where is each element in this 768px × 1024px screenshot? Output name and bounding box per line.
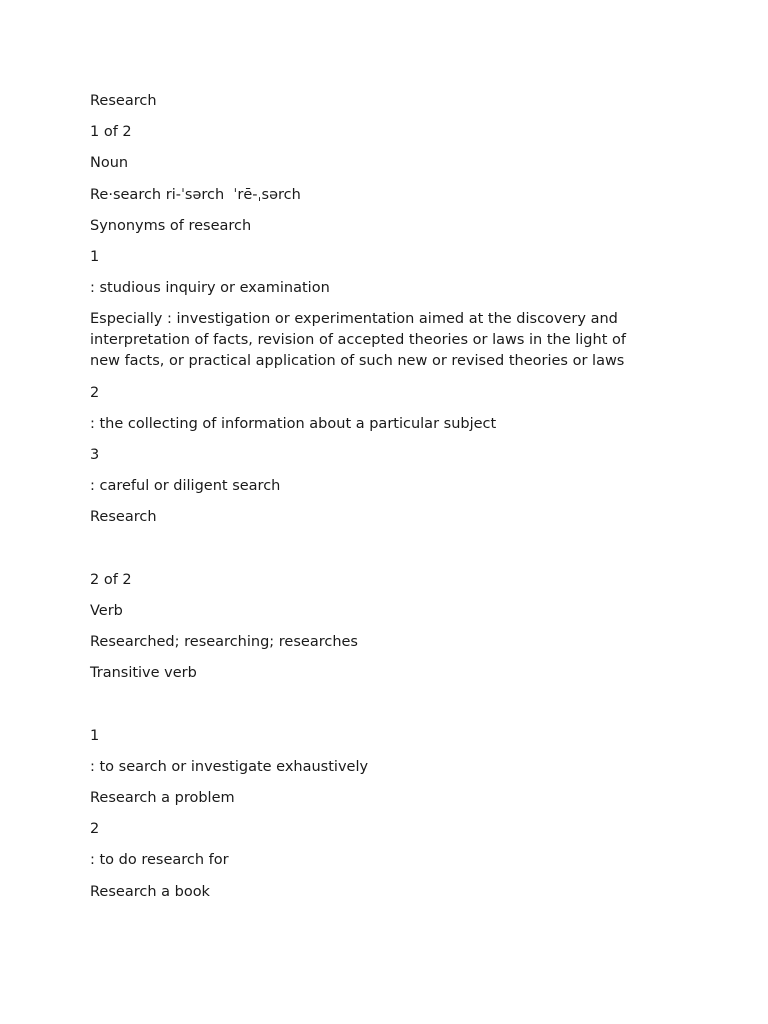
sense-number: 2	[90, 821, 100, 838]
synonyms-label: Synonyms of research	[90, 217, 252, 234]
blank-line	[90, 694, 660, 725]
entry-closing-word: Research	[90, 509, 157, 526]
sense-number: 3	[90, 446, 100, 463]
entry-position: 2 of 2	[90, 571, 132, 588]
inflections: Researched; researching; researches	[90, 634, 358, 650]
sense-number: 1	[90, 248, 100, 265]
part-of-speech: Noun	[90, 155, 129, 172]
sense-definition: : careful or diligent search	[90, 478, 281, 495]
sense-definition: : to do research for	[90, 852, 229, 869]
sense-definition: : to search or investigate exhaustively	[90, 758, 369, 775]
sense-number: 2	[90, 384, 100, 401]
blank-line	[90, 538, 660, 569]
sense-definition: : the collecting of information about a particular subject	[90, 415, 497, 432]
entry-position: 1 of 2	[90, 124, 132, 141]
pronunciation: Re·search ri-ˈsərch ˈrē-ˌsərch	[90, 186, 301, 203]
entry-heading: Research	[90, 93, 157, 109]
sense-definition: : studious inquiry or examination	[90, 280, 330, 297]
dictionary-document	[90, 91, 660, 913]
sense-number: 1	[90, 727, 100, 744]
sense-especially: Especially : investigation or experimentation aimed at the discovery and interpretation of facts, revision of accepted theories or laws in the light of new facts, or practical application of such new or revised theories or laws	[90, 311, 631, 370]
sense-example: Research a problem	[90, 789, 235, 806]
sense-example: Research a book	[90, 883, 210, 900]
verb-type: Transitive verb	[90, 665, 197, 682]
part-of-speech: Verb	[90, 602, 123, 619]
